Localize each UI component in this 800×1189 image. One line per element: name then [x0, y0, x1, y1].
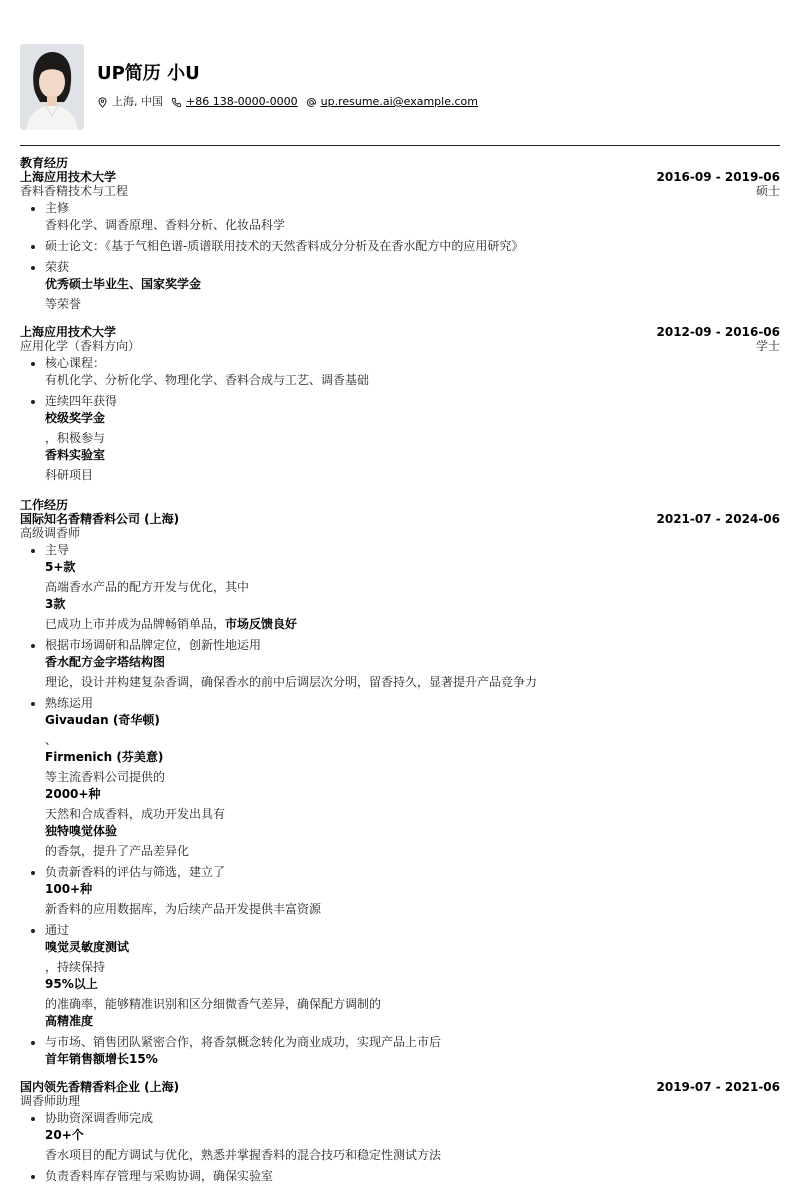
list-item: • 硕士论文：《基于气相色谱-质谱联用技术的天然香料成分分析及在香水配方中的应用研究》 — [45, 238, 780, 255]
list-item: • 主修 香料化学、调香原理、香料分析、化妆品科学 — [45, 200, 780, 234]
bullet-list — [20, 542, 780, 1068]
entry-date: 2016-09 - 2019-06 — [656, 170, 780, 184]
list-item: • 负责新香料的评估与筛选，建立了 100+种 新香料的应用数据库，为后续产品开发提供丰富资源 — [45, 864, 780, 918]
degree: 学士 — [755, 339, 780, 353]
contact-info — [97, 95, 478, 109]
company-name: 国际知名香精香料公司 (上海) — [20, 512, 180, 526]
phone-link[interactable]: +86 138-0000-0000 — [186, 95, 298, 108]
job-title: 高级调香师 — [20, 526, 81, 540]
school-name: 上海应用技术大学 — [20, 325, 117, 339]
job-title: 调香师助理 — [20, 1094, 81, 1108]
major: 应用化学（香料方向） — [20, 339, 141, 353]
list-item: • 连续四年获得 校级奖学金 ，积极参与 香料实验室 科研项目 — [45, 393, 780, 484]
entry-date: 2021-07 - 2024-06 — [656, 512, 780, 526]
header-divider — [20, 145, 780, 146]
major: 香料香精技术与工程 — [20, 184, 129, 198]
company-name: 国内领先香精香料企业 (上海) — [20, 1080, 180, 1094]
avatar — [20, 44, 84, 130]
list-item: • 与市场、销售团队紧密合作，将香氛概念转化为商业成功，实现产品上市后 首年销售额增长15% — [45, 1034, 780, 1068]
list-item: • 协助资深调香师完成 20+个 香水项目的配方调试与优化，熟悉并掌握香料的混合技巧和稳定性测试方法 — [45, 1110, 780, 1164]
entry-date: 2019-07 - 2021-06 — [656, 1080, 780, 1094]
list-item: • 荣获 优秀硕士毕业生、国家奖学金 等荣誉 — [45, 259, 780, 313]
work-section — [20, 498, 780, 1185]
section-title-work: 工作经历 — [20, 498, 69, 512]
bullet-list — [20, 200, 780, 313]
bullet-list — [20, 1110, 780, 1185]
bullet-list — [20, 355, 780, 484]
list-item: • 通过 嗅觉灵敏度测试 ，持续保持 95%以上 的准确率，能够精准识别和区分细微香气差异，确保配方调制的 高精准度 — [45, 922, 780, 1030]
map-pin-icon — [97, 97, 108, 108]
section-title-education: 教育经历 — [20, 156, 69, 170]
resume-body — [20, 156, 780, 1189]
entry-date: 2012-09 - 2016-06 — [656, 325, 780, 339]
list-item: • 主导 5+款 高端香水产品的配方开发与优化，其中 3款 已成功上市并成为品牌畅销单品，市场反馈良好 — [45, 542, 780, 633]
education-section — [20, 156, 780, 484]
at-icon — [306, 97, 317, 108]
avatar-photo — [20, 44, 84, 130]
education-entry — [20, 170, 780, 313]
email-link[interactable]: up.resume.ai@example.com — [320, 95, 478, 108]
candidate-name: UP简历 小U — [97, 63, 200, 84]
school-name: 上海应用技术大学 — [20, 170, 117, 184]
phone-icon — [171, 97, 182, 108]
work-entry — [20, 512, 780, 1068]
work-entry — [20, 1080, 780, 1185]
education-entry — [20, 325, 780, 484]
list-item: • 熟练运用 Givaudan (奇华顿) 、 Firmenich (芬美意) 等主流香料公司提供的 2000+种 天然和合成香料，成功开发出具有 独特嗅觉体验 的香氛，提升了产品差异化 — [45, 695, 780, 860]
list-item: • 根据市场调研和品牌定位，创新性地运用 香水配方金字塔结构图 理论，设计并构建复杂香调，确保香水的前中后调层次分明，留香持久，显著提升产品竞争力 — [45, 637, 780, 691]
list-item: • 负责香料库存管理与采购协调，确保实验室 — [45, 1168, 780, 1185]
location-text: 上海, 中国 — [112, 95, 163, 108]
degree: 硕士 — [755, 184, 780, 198]
list-item: • 核心课程： 有机化学、分析化学、物理化学、香料合成与工艺、调香基础 — [45, 355, 780, 389]
resume-header — [20, 44, 780, 130]
